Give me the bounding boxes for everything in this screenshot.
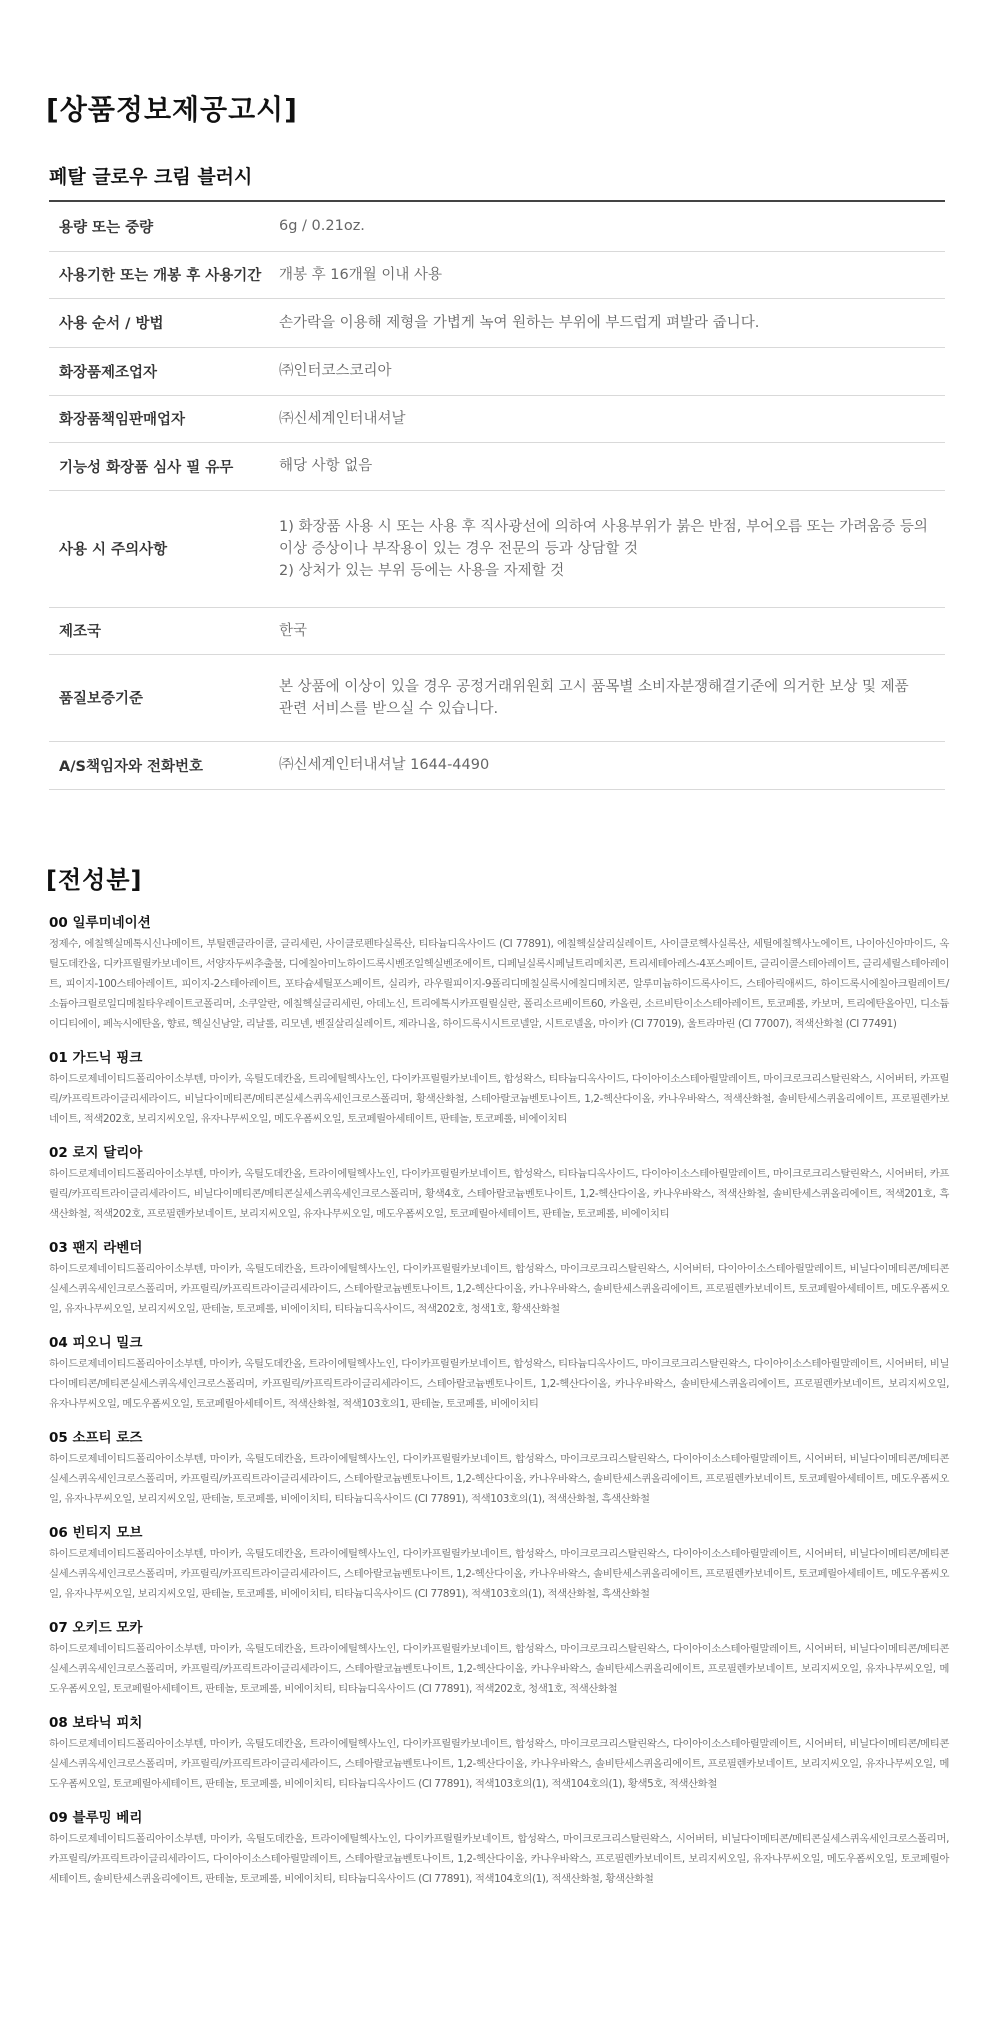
info-value-line: ㈜신세계인터내셔날: [279, 410, 406, 427]
ingredient-shade-name: 03 팬지 라벤더: [49, 1240, 143, 1256]
ingredient-text: 하이드로제네이티드폴리아이소부텐, 마이카, 옥틸도데칸올, 트라이에틸헥사노인, 다이카프릴릴카보네이트, 합성왁스, 마이크로크리스탈린왁스, 시어버터, 다이아이소스테아릴말레이트, 비닐다이메티콘/메티콘실세스퀴옥세인크로스폴리머, 카프릴릭/카프릭트라이글리세라이드, 스테아랄코늄벤토나이트, 1,2-헥산다이올, 카나우바왁스, 솔비탄세스퀴올리에이트, 프로필렌카보네이트, 토코페릴아세테이트, 메도우폼씨오일, 유자나무씨오일, 보리지씨오일, 판테놀, 토코페롤, 비에이치티, 티타늄디옥사이드, 적색202호, 청색1호, 황색산화철: [49, 1263, 949, 1315]
ingredient-item: [49, 912, 949, 1034]
info-row-value: [274, 298, 945, 347]
info-value-line: 개봉 후 16개월 이내 사용: [279, 266, 442, 283]
ingredient-item: [49, 1142, 949, 1224]
info-row-label: 화장품책임판매업자: [49, 395, 274, 442]
ingredient-text: 하이드로제네이티드폴리아이소부텐, 마이카, 옥틸도데칸올, 트라이에틸헥사노인, 다이카프릴릴카보네이트, 합성왁스, 마이크로크리스탈린왁스, 다이아이소스테아릴말레이트, 시어버터, 비닐다이메티콘/메티콘실세스퀴옥세인크로스폴리머, 카프릴릭/카프릭트라이글리세라이드, 스테아랄코늄벤토나이트, 1,2-헥산다이올, 카나우바왁스, 솔비탄세스퀴올리에이트, 프로필렌카보네이트, 토코페릴아세테이트, 메도우폼씨오일, 유자나무씨오일, 보리지씨오일, 판테놀, 토코페롤, 비에이치티, 티타늄디옥사이드 (CI 77891), 적색103호의(1), 적색산화철, 흑색산화철: [49, 1548, 949, 1600]
info-value-line: 손가락을 이용해 제형을 가볍게 녹여 원하는 부위에 부드럽게 펴발라 줍니다.: [279, 314, 760, 331]
product-name: 페탈 글로우 크림 블러시: [49, 166, 253, 188]
ingredient-shade-name: 08 보타닉 피치: [49, 1715, 143, 1731]
ingredient-text: 하이드로제네이티드폴리아이소부텐, 마이카, 옥틸도데칸올, 트라이에틸헥사노인, 다이카프릴릴카보네이트, 합성왁스, 마이크로크리스탈린왁스, 다이아이소스테아릴말레이트, 시어버터, 비닐다이메티콘/메티콘실세스퀴옥세인크로스폴리머, 카프릴릭/카프릭트라이글리세라이드, 스테아랄코늄벤토나이트, 1,2-헥산다이올, 카나우바왁스, 솔비탄세스퀴올리에이트, 프로필렌카보네이트, 보리지씨오일, 유자나무씨오일, 메도우폼씨오일, 토코페릴아세테이트, 판테놀, 토코페롤, 비에이치티, 티타늄디옥사이드 (CI 77891), 적색103호의(1), 적색104호의(1), 황색5호, 적색산화철: [49, 1738, 949, 1790]
ingredient-text: 정제수, 에칠헥실메톡시신나메이트, 부틸렌글라이콜, 글리세린, 사이클로펜타실록산, 티타늄디옥사이드 (CI 77891), 에칠헥실살리실레이트, 사이클로헥사실록산, 세틸에칠헥사노에이트, 나이아신아마이드, 옥틸도데칸올, 디카프릴릴카보네이트, 서양자두씨추출물, 디에칠아미노하이드록시벤조일헥실벤조에이트, 디페닐실록시페닐트리메치콘, 트리세테아레스-4포스페이트, 글리이콜스테아레이트, 글리세릴스테아레이트, 피이지-100스테아레이트, 피이지-2스테아레이트, 포타슘세틸포스페이트, 실리카, 라우릴피이지-9폴리디메칠실록시에칠디메치콘, 알루미늄하이드록사이드, 스테아릭애씨드, 하이드록시에칠아크릴레이트/소듐아크릴로일디메칠타우레이트코폴리머, 소쿠알란, 에칠헥실글리세린, 아데노신, 트리에톡시카프릴릴실란, 폴리소르베이트60, 카올린, 소르비탄이소스테아레이트, 토코페롤, 카보머, 트리에탄올아민, 디소듐이디티에이, 페녹시에탄올, 향료, 헥실신남알, 리날롤, 리모넨, 벤질살리실레이트, 제라니올, 하이드록시시트로넬알, 시트로넬올, 마이카 (CI 77019), 울트라마린 (CI 77007), 적색산화철 (CI 77491): [49, 938, 949, 1030]
info-row: [49, 490, 945, 607]
info-row: [49, 442, 945, 490]
info-row-value: [274, 395, 945, 442]
ingredient-shade-name: 00 일루미네이션: [49, 915, 151, 931]
info-row-label: 사용기한 또는 개봉 후 사용기간: [49, 251, 274, 298]
info-row-value: [274, 201, 945, 251]
info-row-label: 품질보증기준: [49, 654, 274, 741]
info-row-label: 사용 순서 / 방법: [49, 298, 274, 347]
info-row-label: A/S책임자와 전화번호: [49, 741, 274, 789]
info-value-line: ㈜인터코스코리아: [279, 363, 392, 379]
info-row-value: [274, 442, 945, 490]
info-row-value: [274, 607, 945, 654]
ingredient-shade-name: 07 오키드 모카: [49, 1620, 143, 1636]
ingredient-shade-name: 01 가드닉 핑크: [49, 1050, 143, 1066]
ingredient-shade-name: 05 소프티 로즈: [49, 1430, 143, 1446]
product-info-table: [49, 200, 945, 790]
ingredient-item: [49, 1237, 949, 1319]
ingredient-shade-name: 09 블루밍 베리: [49, 1810, 143, 1826]
ingredient-item: [49, 1522, 949, 1604]
info-row: [49, 251, 945, 298]
info-row-value: [274, 654, 945, 741]
info-value-line: 6g / 0.21oz.: [279, 218, 365, 235]
ingredient-item: [49, 1332, 949, 1414]
info-row: [49, 298, 945, 347]
info-value-line: 1) 화장품 사용 시 또는 사용 후 직사광선에 의하여 사용부위가 붉은 반점, 부어오름 또는 가려움증 등의: [279, 518, 928, 535]
notice-title: [상품정보제공고시]: [46, 93, 298, 126]
ingredient-shade-name: 02 로지 달리아: [49, 1145, 143, 1161]
ingredient-item: [49, 1617, 949, 1699]
info-row-label: 제조국: [49, 607, 274, 654]
info-row: [49, 654, 945, 741]
ingredient-shade-name: 06 빈티지 모브: [49, 1525, 143, 1541]
ingredient-text: 하이드로제네이티드폴리아이소부텐, 마이카, 옥틸도데칸올, 트라이에틸헥사노인, 다이카프릴릴카보네이트, 합성왁스, 마이크로크리스탈린왁스, 시어버터, 비닐다이메티콘/메티콘실세스퀴옥세인크로스폴리머, 카프릴릭/카프릭트라이글리세라이드, 다이아이소스테아릴말레이트, 스테아랄코늄벤토나이트, 1,2-헥산다이올, 카나우바왁스, 프로필렌카보네이트, 보리지씨오일, 유자나무씨오일, 메도우폼씨오일, 토코페릴아세테이트, 솔비탄세스퀴올리에이트, 판테놀, 토코페롤, 비에이치티, 티타늄디옥사이드 (CI 77891), 적색104호의(1), 적색산화철, 황색산화철: [49, 1833, 949, 1885]
ingredients-list: [49, 912, 949, 1902]
ingredient-text: 하이드로제네이티드폴리아이소부텐, 마이카, 옥틸도데칸올, 트라이에틸헥사노인, 다이카프릴릴카보네이트, 합성왁스, 마이크로크리스탈린왁스, 다이아이소스테아릴말레이트, 시어버터, 비닐다이메티콘/메티콘실세스퀴옥세인크로스폴리머, 카프릴릭/카프릭트라이글리세라이드, 스테아랄코늄벤토나이트, 1,2-헥산다이올, 카나우바왁스, 솔비탄세스퀴올리에이트, 프로필렌카보네이트, 보리지씨오일, 유자나무씨오일, 메도우폼씨오일, 토코페릴아세테이트, 판테놀, 토코페롤, 비에이치티, 티타늄디옥사이드 (CI 77891), 적색202호, 청색1호, 적색산화철: [49, 1643, 949, 1695]
ingredient-shade-name: 04 피오니 밀크: [49, 1335, 143, 1351]
ingredient-item: [49, 1712, 949, 1794]
info-row-label: 사용 시 주의사항: [49, 490, 274, 607]
info-row-label: 기능성 화장품 심사 필 유무: [49, 442, 274, 490]
info-value-line: 해당 사항 없음: [279, 458, 373, 474]
info-value-line: 관련 서비스를 받으실 수 있습니다.: [279, 700, 499, 717]
ingredient-text: 하이드로제네이티드폴리아이소부텐, 마이카, 옥틸도데칸올, 트라이에틸헥사노인, 다이카프릴릴카보네이트, 합성왁스, 티타늄디옥사이드, 다이아이소스테아릴말레이트, 마이크로크리스탈린왁스, 시어버터, 카프릴릭/카프릭트라이글리세라이드, 비닐다이메티콘/메티콘실세스퀴옥세인크로스폴리머, 황색4호, 스테아랄코늄벤토나이트, 1,2-헥산다이올, 카나우바왁스, 적색산화철, 솔비탄세스퀴올리에이트, 적색201호, 흑색산화철, 적색202호, 프로필렌카보네이트, 보리지씨오일, 유자나무씨오일, 메도우폼씨오일, 토코페릴아세테이트, 판테놀, 토코페롤, 비에이치티: [49, 1168, 949, 1220]
ingredients-title: [전성분]: [46, 866, 143, 894]
ingredient-item: [49, 1047, 949, 1129]
ingredient-text: 하이드로제네이티드폴리아이소부텐, 마이카, 옥틸도데칸올, 트라이에틸헥사노인, 다이카프릴릴카보네이트, 합성왁스, 마이크로크리스탈린왁스, 다이아이소스테아릴말레이트, 시어버터, 비닐다이메티콘/메티콘실세스퀴옥세인크로스폴리머, 카프릴릭/카프릭트라이글리세라이드, 스테아랄코늄벤토나이트, 1,2-헥산다이올, 카나우바왁스, 솔비탄세스퀴올리에이트, 프로필렌카보네이트, 토코페릴아세테이트, 메도우폼씨오일, 유자나무씨오일, 보리지씨오일, 판테놀, 토코페롤, 비에이치티, 티타늄디옥사이드 (CI 77891), 적색103호의(1), 적색산화철, 흑색산화철: [49, 1453, 949, 1505]
info-value-line: 2) 상처가 있는 부위 등에는 사용을 자제할 것: [279, 562, 565, 579]
ingredient-item: [49, 1807, 949, 1889]
info-row: [49, 395, 945, 442]
info-row-value: [274, 490, 945, 607]
info-row: [49, 607, 945, 654]
info-row-value: [274, 741, 945, 789]
info-row: [49, 741, 945, 789]
info-value-line: 이상 증상이나 부작용이 있는 경우 전문의 등과 상담할 것: [279, 540, 639, 557]
info-row: [49, 347, 945, 395]
info-row-label: 용량 또는 중량: [49, 201, 274, 251]
info-value-line: 본 상품에 이상이 있을 경우 공정거래위원회 고시 품목별 소비자분쟁해결기준에 의거한 보상 및 제품: [279, 678, 909, 695]
info-value-line: ㈜신세계인터내셔날 1644-4490: [279, 757, 490, 773]
ingredient-item: [49, 1427, 949, 1509]
info-row-label: 화장품제조업자: [49, 347, 274, 395]
info-value-line: 한국: [279, 622, 308, 639]
info-row-value: [274, 251, 945, 298]
info-row: [49, 201, 945, 251]
ingredient-text: 하이드로제네이티드폴리아이소부텐, 마이카, 옥틸도데칸올, 트라이에틸헥사노인, 다이카프릴릴카보네이트, 합성왁스, 티타늄디옥사이드, 마이크로크리스탈린왁스, 다이아이소스테아릴말레이트, 시어버터, 비닐다이메티콘/메티콘실세스퀴옥세인크로스폴리머, 카프릴릭/카프릭트라이글리세라이드, 스테아랄코늄벤토나이트, 1,2-헥산다이올, 카나우바왁스, 솔비탄세스퀴올리에이트, 프로필렌카보네이트, 보리지씨오일, 유자나무씨오일, 메도우폼씨오일, 토코페릴아세테이트, 적색산화철, 적색103호의1, 판테놀, 토코페롤, 비에이치티: [49, 1358, 949, 1410]
info-row-value: [274, 347, 945, 395]
ingredient-text: 하이드로제네이티드폴리아이소부텐, 마이카, 옥틸도데칸올, 트리에틸헥사노인, 다이카프릴릴카보네이트, 합성왁스, 티타늄디옥사이드, 다이아이소스테아릴말레이트, 마이크로크리스탈린왁스, 시어버터, 카프릴릭/카프릭트라이글리세라이드, 비닐다이메티콘/메티콘실세스퀴옥세인크로스폴리머, 황색산화철, 스테아랄코늄벤토나이트, 1,2-헥산다이올, 카나우바왁스, 적색산화철, 솔비탄세스퀴올리에이트, 프로필렌카보네이트, 적색202호, 보리지씨오일, 유자나무씨오일, 메도우폼씨오일, 토코페릴아세테이트, 판테놀, 토코페롤, 비에이치티: [49, 1073, 949, 1125]
